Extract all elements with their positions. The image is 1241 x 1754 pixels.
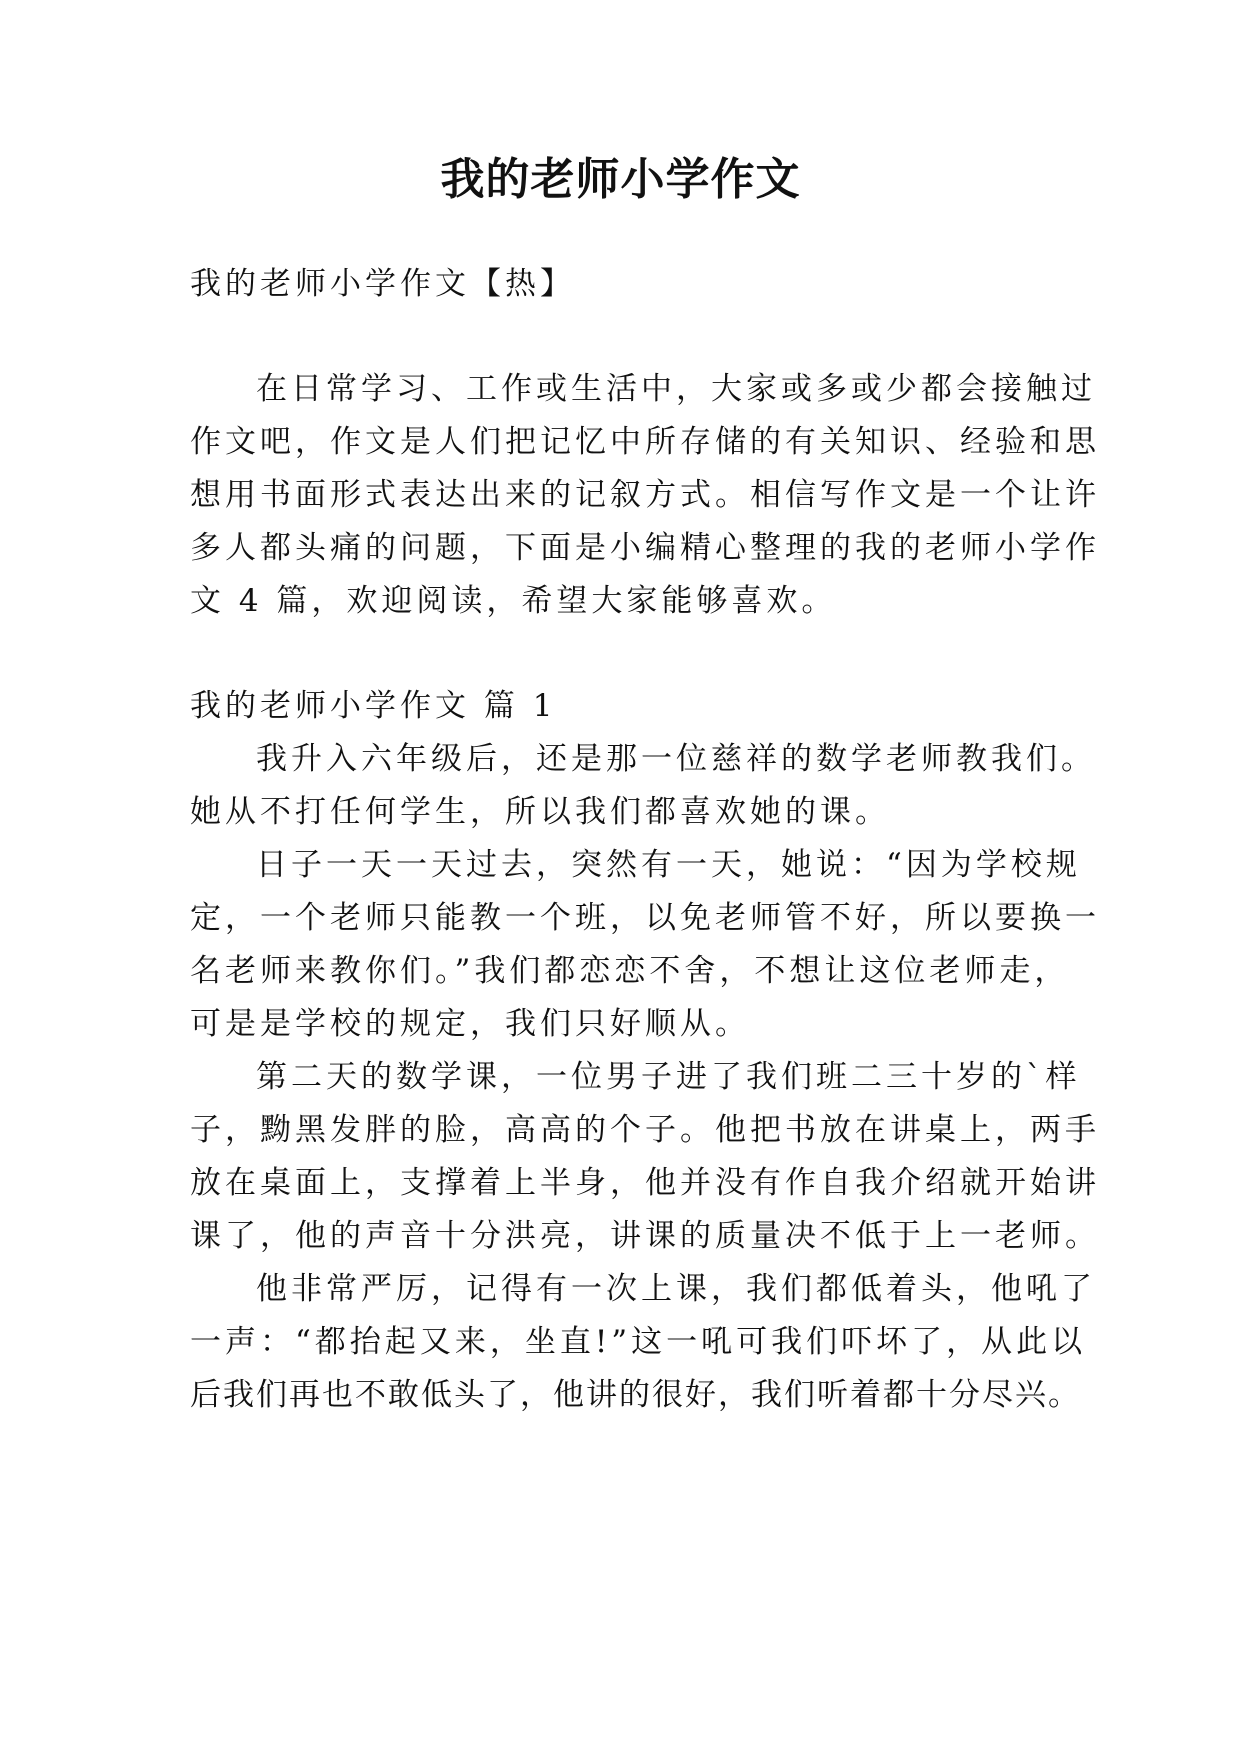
intro-line: 在日常学习、工作或生活中，大家或多或少都会接触过 (256, 371, 1096, 407)
intro-line: 想用书面形式表达出来的记叙方式。相信写作文是一个让许 (190, 477, 1100, 513)
body-line: 第二天的数学课，一位男子进了我们班二三十岁的`样 (256, 1059, 1081, 1095)
body-line: 他非常严厉，记得有一次上课，我们都低着头，他吼了 (256, 1271, 1096, 1307)
body-line: 她从不打任何学生，所以我们都喜欢她的课。 (190, 794, 890, 830)
section-heading: 我的老师小学作文 篇 1 (190, 688, 557, 724)
intro-line: 作文吧，作文是人们把记忆中所存储的有关知识、经验和思 (190, 424, 1100, 460)
body-line: 后我们再也不敢低头了，他讲的很好，我们听着都十分尽兴。 (190, 1377, 1081, 1413)
body-line: 子，黝黑发胖的脸，高高的个子。他把书放在讲桌上，两手 (190, 1112, 1100, 1148)
body-line: 一声：“都抬起又来，坐直!”这一吼可我们吓坏了，从此以 (190, 1324, 1087, 1360)
body-line: 课了，他的声音十分洪亮，讲课的质量决不低于上一老师。 (190, 1218, 1100, 1254)
document-subtitle: 我的老师小学作文【热】 (190, 266, 575, 302)
intro-line: 多人都头痛的问题，下面是小编精心整理的我的老师小学作 (190, 530, 1100, 566)
body-line: 名老师来教你们。”我们都恋恋不舍，不想让这位老师走， (190, 953, 1070, 989)
intro-line: 文 4 篇，欢迎阅读，希望大家能够喜欢。 (190, 583, 837, 619)
body-line: 放在桌面上，支撑着上半身，他并没有作自我介绍就开始讲 (190, 1165, 1100, 1201)
body-line: 定，一个老师只能教一个班，以免老师管不好，所以要换一 (190, 900, 1100, 936)
document-title: 我的老师小学作文 (440, 154, 801, 205)
body-line: 我升入六年级后，还是那一位慈祥的数学老师教我们。 (256, 741, 1096, 777)
body-line: 日子一天一天过去，突然有一天，她说：“因为学校规 (256, 847, 1081, 883)
body-line: 可是是学校的规定，我们只好顺从。 (190, 1006, 750, 1042)
